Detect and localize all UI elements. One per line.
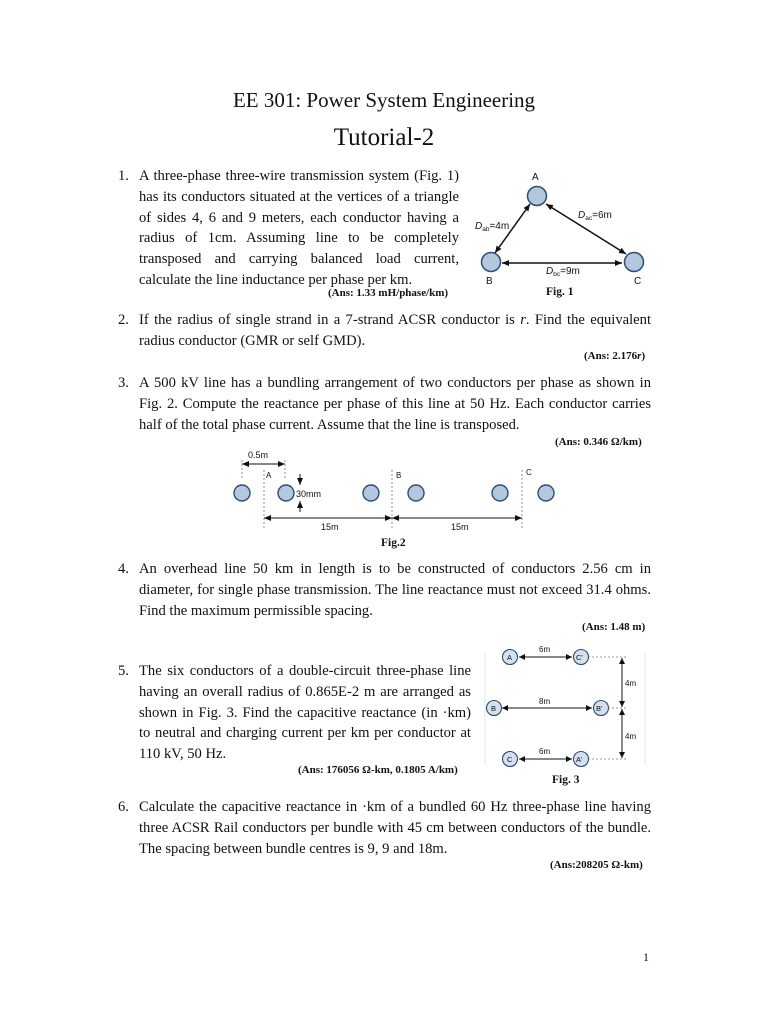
fig2-conductor-c2 [538, 485, 554, 501]
figure-1-caption: Fig. 1 [546, 286, 574, 298]
fig2-label-c: C [526, 468, 532, 477]
fig2-conductor-b2 [408, 485, 424, 501]
question-2-number: 2. [118, 312, 129, 328]
fig2-dist-label-ab: 15m [321, 522, 339, 532]
fig2-radius-label: 30mm [296, 489, 322, 499]
page-number: 1 [643, 950, 649, 964]
question-2-answer: (Ans: 2.176r) [584, 350, 646, 362]
question-4-number: 4. [118, 561, 129, 577]
question-5-number: 5. [118, 663, 129, 679]
figure-3-caption: Fig. 3 [552, 774, 580, 786]
figure-1 [470, 168, 660, 293]
question-2-text: If the radius of single strand in a 7-strand ACSR conductor is r. Find the equivalent radius conductor (GMR or self GMD). [139, 312, 651, 349]
fig2-dist-label-bc: 15m [451, 522, 469, 532]
figure-2-caption: Fig.2 [381, 537, 406, 549]
fig2-spacing-label: 0.5m [248, 450, 269, 460]
question-3-answer: (Ans: 0.346 Ω/km) [555, 436, 642, 448]
figure-3 [480, 643, 650, 773]
fig3-label-a: A [507, 653, 513, 662]
fig2-conductor-a1 [234, 485, 250, 501]
fig2-conductor-c1 [492, 485, 508, 501]
fig3-label-b-prime: B' [596, 704, 603, 713]
tutorial-title: Tutorial-2 [333, 124, 435, 151]
fig1-conductor-b [482, 253, 501, 272]
fig3-label-c-prime: C' [576, 653, 583, 662]
fig2-conductor-a2 [278, 485, 294, 501]
question-3-text: A 500 kV line has a bundling arrangement of two conductors per phase as shown in Fig. 2. Compute the reactance per phase of this line at 50 Hz. Each conductor carries half of the total phase current. Assume that the line is transposed. [139, 375, 651, 433]
fig1-dac-label: $D_{ac}=6m$ [578, 210, 612, 222]
fig3-label-c: C [507, 755, 513, 764]
fig1-dbc-label: $D_{bc}=9m$ [546, 266, 580, 278]
question-6-answer: (Ans:208205 Ω-km) [550, 859, 643, 871]
question-5-answer: (Ans: 176056 Ω-km, 0.1805 A/km) [298, 764, 458, 776]
fig3-horiz-label-2: 8m [539, 697, 551, 706]
fig3-label-b: B [491, 704, 497, 713]
fig3-vert-label-1: 4m [625, 679, 637, 688]
fig3-vert-label-2: 4m [625, 732, 637, 741]
question-1-answer: (Ans: 1.33 mH/phase/km) [328, 287, 449, 299]
course-title: EE 301: Power System Engineering [232, 88, 536, 112]
fig1-label-a: A [532, 172, 539, 183]
fig3-label-a-prime: A' [576, 755, 583, 764]
question-1-number: 1. [118, 168, 129, 184]
fig2-label-b: B [396, 471, 402, 480]
fig1-conductor-a [528, 187, 547, 206]
fig1-dab-label: $D_{ab}=4m$ [475, 221, 510, 233]
question-4-text: An overhead line 50 km in length is to be constructed of conductors 2.56 cm in diameter, for single phase transmission. The line reactance must not exceed 31.4 ohms. Find the maximum permissible spacing. [139, 561, 651, 619]
fig1-edge-ac [546, 204, 626, 254]
question-3-number: 3. [118, 375, 129, 391]
fig3-horiz-label-1: 6m [539, 645, 551, 654]
fig3-horiz-label-3: 6m [539, 747, 551, 756]
question-1-text: A three-phase three-wire transmission system (Fig. 1) has its conductors situated at the vertices of a triangle of sides 4, 6 and 9 meters, each conductor having a radius of 1cm. Assuming line to be completely transposed and carrying balanced load current, calculate the line inductance per phase per km. [139, 168, 459, 288]
question-6-text: Calculate the capacitive reactance in ·km of a bundled 60 Hz three-phase line having three ACSR Rail conductors per bundle with 45 cm between conductors of the bundle. The spacing between bundle centres is 9, 9 and 18m. [139, 799, 651, 857]
question-6-number: 6. [118, 799, 129, 815]
fig1-label-c: C [634, 276, 642, 287]
figure-2 [225, 448, 565, 538]
fig1-label-b: B [486, 276, 493, 287]
fig1-conductor-c [625, 253, 644, 272]
fig2-label-a: A [266, 471, 272, 480]
question-4-answer: (Ans: 1.48 m) [582, 621, 646, 633]
question-5-text: The six conductors of a double-circuit three-phase line having an overall radius of 0.865E-2 m are arranged as shown in Fig. 3. Find the capacitive reactance (in ·km) to neutral and charging current per km per conductor at 110 kV, 50 Hz. [139, 663, 471, 763]
fig2-conductor-b1 [363, 485, 379, 501]
